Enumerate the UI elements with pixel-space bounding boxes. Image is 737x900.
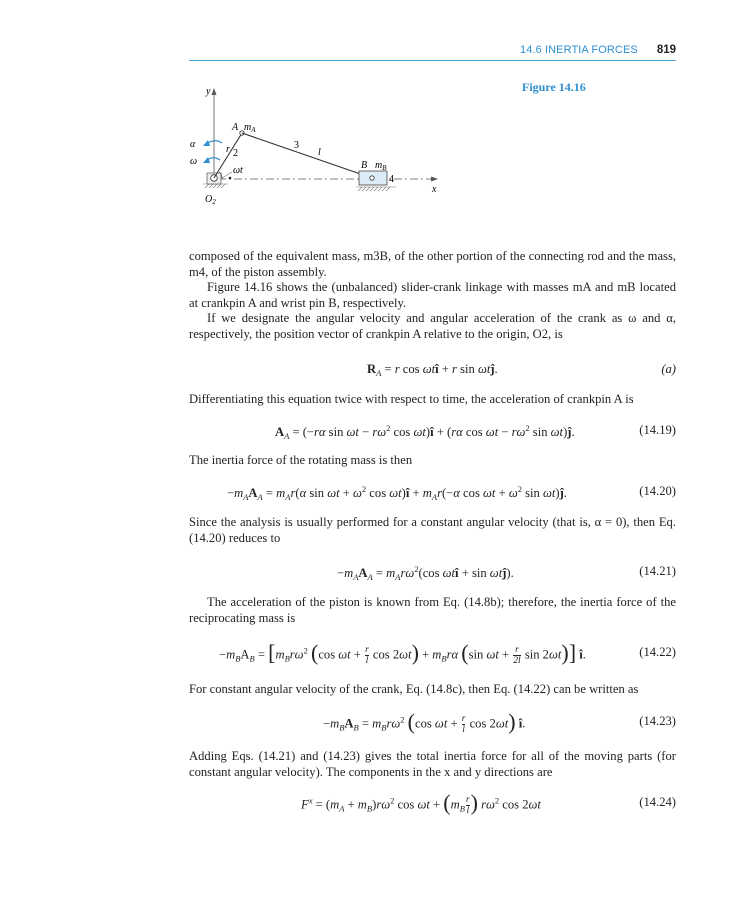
equation-14-23-tag: (14.23) <box>639 714 676 728</box>
p1-text: composed of the equivalent mass, m3B, of the other portion of the connecting rod and the mass, m4, of the piston assembly. <box>189 249 676 279</box>
link4-label: 4 <box>389 174 394 185</box>
header-rule <box>189 60 676 61</box>
wt-label: ωt <box>233 165 243 176</box>
paragraph-6 <box>189 515 676 546</box>
alpha-label: α <box>190 139 196 150</box>
figure-caption: Figure 14.16 <box>522 80 586 94</box>
ground-right <box>356 187 396 191</box>
paragraph-5 <box>189 453 676 469</box>
equation-14-19-tag: (14.19) <box>639 423 676 437</box>
angle-dot <box>229 177 232 180</box>
x-label: x <box>432 184 437 195</box>
page-number: 819 <box>656 44 676 56</box>
paragraph-7 <box>189 595 676 626</box>
paragraph-9 <box>189 749 676 780</box>
mB-label: $m_B$ <box>375 160 387 172</box>
slider-crank-diagram <box>170 80 470 210</box>
running-head: 14.6 INERTIA FORCES <box>520 44 638 56</box>
paragraph-8 <box>189 682 676 698</box>
equation-14-21-tag: (14.21) <box>639 564 676 578</box>
link3-label: 3 <box>294 140 299 151</box>
link2-label: 2 <box>233 148 238 159</box>
p5-text: The inertia force of the rotating mass is then <box>189 453 413 467</box>
connecting-rod <box>242 133 372 178</box>
wrist-pin-B <box>370 176 374 180</box>
equation-14-22-tag: (14.22) <box>639 645 676 659</box>
B-label: B <box>361 160 368 171</box>
equation-14-24-tag: (14.24) <box>639 795 676 809</box>
equation-14-20-tag: (14.20) <box>639 484 676 498</box>
ground-left <box>203 184 228 188</box>
p2-text: Figure 14.16 shows the (unbalanced) slider-crank linkage with masses mA and mB located at crankpin A and wrist pin B, respectively. <box>189 280 676 310</box>
y-label: y <box>206 86 211 97</box>
p8-text: For constant angular velocity of the crank, Eq. (14.8c), then Eq. (14.22) can be written as <box>189 682 639 696</box>
omega-label: ω <box>190 156 198 167</box>
p6-text: Since the analysis is usually performed for a constant angular velocity (that is, α = 0), then Eq. (14.20) reduces to <box>189 515 676 545</box>
x-axis-arrow <box>431 177 438 182</box>
p9-text: Adding Eqs. (14.21) and (14.23) gives the total inertia force for all of the moving parts (for constant angular velocity). The components in the x and y directions are <box>189 749 676 779</box>
omega-arrow-head <box>203 157 210 163</box>
alpha-arrow-head <box>203 140 210 146</box>
mA-label: $m_A$ <box>244 122 256 134</box>
y-axis-arrow <box>212 88 217 95</box>
paragraph-4 <box>189 392 676 408</box>
p7-text: The acceleration of the piston is known from Eq. (14.8b); therefore, the inertia force of the reciprocating mass is <box>189 595 676 625</box>
equation-a-tag: (a) <box>661 362 676 376</box>
p3-text: If we designate the angular velocity and angular acceleration of the crank as ω and α, respectively, the position vector of crankpin A relative to the origin, O2, is <box>189 311 676 341</box>
A-label: A <box>232 122 239 133</box>
p4-text: Differentiating this equation twice with respect to time, the acceleration of crankpin A is <box>189 392 634 406</box>
paragraph-1 <box>189 249 676 343</box>
r-label: r <box>226 144 230 155</box>
O2-label: $O_2$ <box>205 194 216 206</box>
l-label: l <box>318 147 321 158</box>
